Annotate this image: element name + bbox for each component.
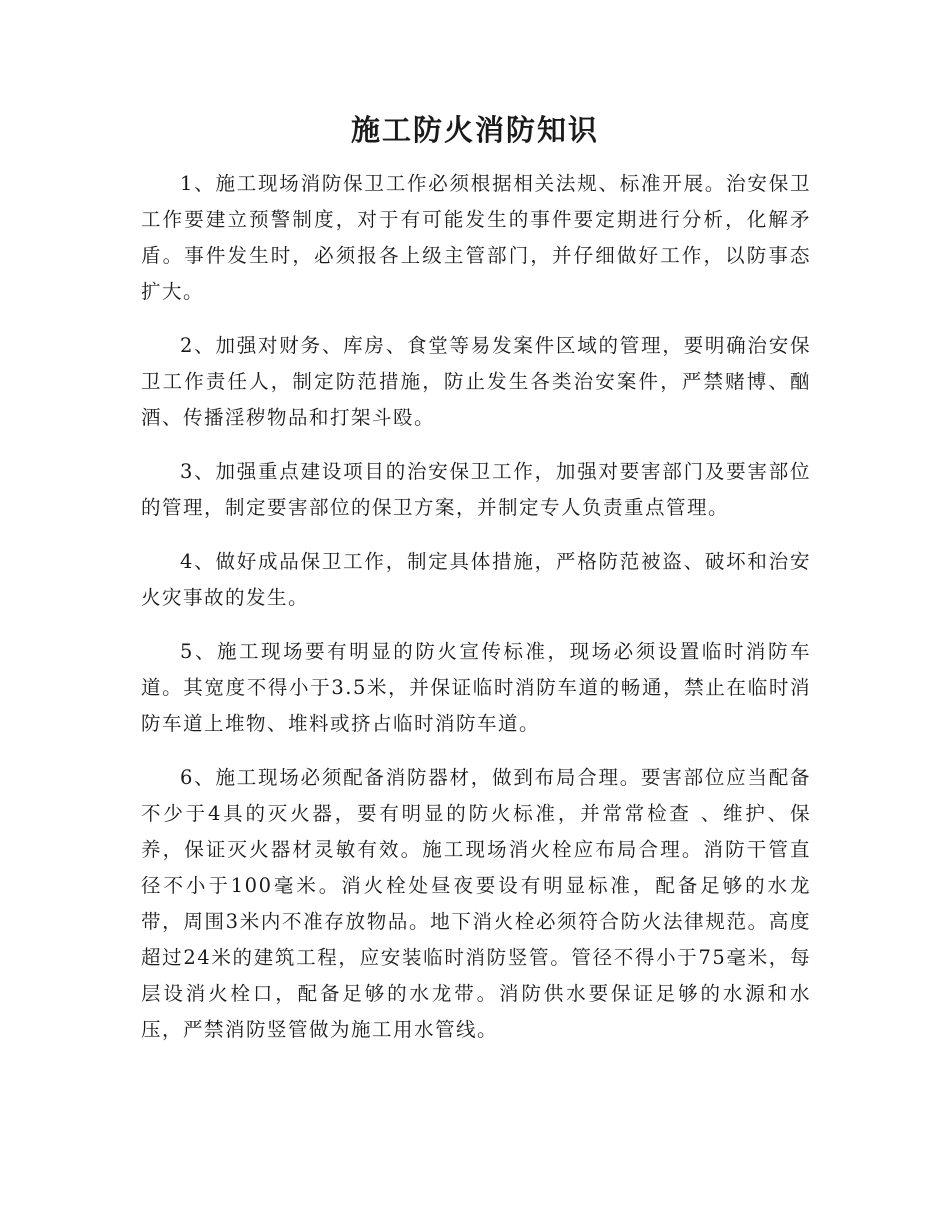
paragraph-4: 4、做好成品保卫工作，制定具体措施，严格防范被盗、破坏和治安火灾事故的发生。 <box>141 550 811 609</box>
paragraph-1: 1、施工现场消防保卫工作必须根据相关法规、标准开展。治安保卫工作要建立预警制度，对于有可能发生的事件要定期进行分析，化解矛盾。事件发生时，必须报各上级主管部门，并仔细做好工作，以防事态扩大。 <box>141 172 811 303</box>
paragraph-2: 2、加强对财务、库房、食堂等易发案件区域的管理，要明确治安保卫工作责任人，制定防范措施，防止发生各类治安案件，严禁赌博、酗酒、传播淫秽物品和打架斗殴。 <box>141 334 811 429</box>
document-title: 施工防火消防知识 <box>350 113 599 147</box>
document-body <box>141 166 811 1066</box>
paragraph-6: 6、施工现场必须配备消防器材，做到布局合理。要害部位应当配备不少于4具的灭火器，要有明显的防火标准，并常常检查 、维护、保养，保证灭火器材灵敏有效。施工现场消火栓应布局合理。消防干管直径不小于100毫米。消火栓处昼夜要设有明显标准，配备足够的水龙带，周围3米内不准存放物品。地下消火栓必须符合防火法律规范。高度超过24米的建筑工程，应安装临时消防竖管。管径不得小于75毫米，每层设消火栓口，配备足够的水龙带。消防供水要保证足够的水源和水压，严禁消防竖管做为施工用水管线。 <box>141 766 811 1041</box>
paragraph-3: 3、加强重点建设项目的治安保卫工作，加强对要害部门及要害部位的管理，制定要害部位的保卫方案，并制定专人负责重点管理。 <box>141 460 811 519</box>
paragraph-5: 5、施工现场要有明显的防火宣传标准，现场必须设置临时消防车道。其宽度不得小于3.5米，并保证临时消防车道的畅通，禁止在临时消防车道上堆物、堆料或挤占临时消防车道。 <box>141 640 811 735</box>
